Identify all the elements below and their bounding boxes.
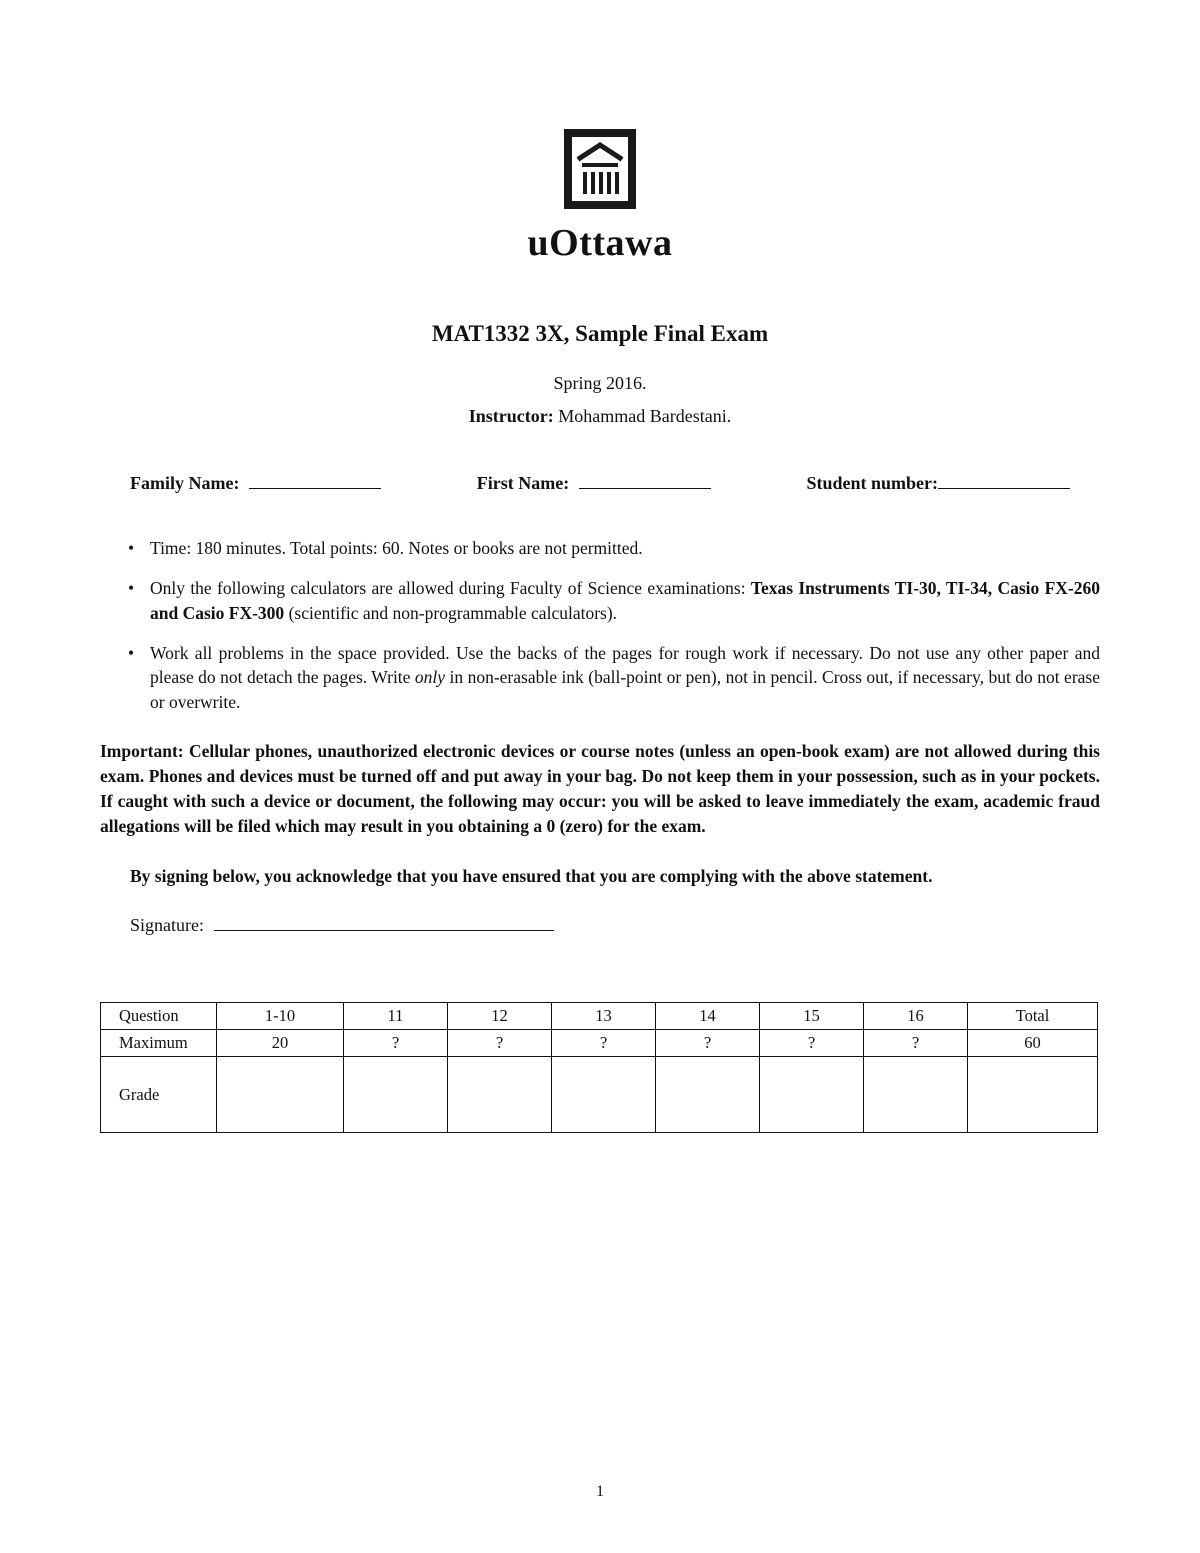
table-cell: Grade [101,1057,217,1133]
table-row-question [101,1003,1098,1030]
page-number: 1 [596,1483,604,1500]
exam-term: Spring 2016. [553,373,647,393]
grade-table [100,1002,1098,1133]
instruction-calculators-post: (scientific and non-programmable calculators). [284,602,618,623]
table-cell: 11 [344,1003,448,1030]
table-cell: ? [760,1030,864,1057]
table-cell [760,1057,864,1133]
table-cell: ? [656,1030,760,1057]
student-number-field [806,473,1070,494]
instruction-calculators-models: Texas Instruments TI-30, TI-34, Casio FX-260 and Casio FX-300 [150,577,1100,623]
important-notice [100,739,1100,838]
name-fields-row [100,473,1100,494]
important-label: Important: [100,741,184,762]
exam-instructions-list [100,536,1100,715]
student-number-blank [938,473,1070,489]
table-cell [968,1057,1098,1133]
table-cell [552,1057,656,1133]
instructor-name: Mohammad Bardestani. [553,406,732,426]
instruction-calculators-pre: Only the following calculators are allowed during Faculty of Science examinations: [150,577,751,598]
table-cell [864,1057,968,1133]
table-cell: 13 [552,1003,656,1030]
table-cell: Maximum [101,1030,217,1057]
instruction-time-text: Time: 180 minutes. Total points: 60. Notes or books are not permitted. [150,538,643,558]
instruction-work-post: in non-erasable ink (ball-point or pen), not in pencil. Cross out, if necessary, but do not erase or overwrite. [150,667,1100,713]
table-cell: ? [864,1030,968,1057]
table-cell: 1-10 [217,1003,344,1030]
table-cell [217,1057,344,1133]
acknowledgement-statement: By signing below, you acknowledge that you have ensured that you are complying with the above statement. [130,866,933,887]
table-cell [448,1057,552,1133]
instructor-label: Instructor: [468,406,554,426]
signature-blank [214,915,554,931]
instruction-calculators [100,576,1100,626]
table-cell: 14 [656,1003,760,1030]
table-cell [344,1057,448,1133]
table-cell: 15 [760,1003,864,1030]
uottawa-building-icon [563,128,637,210]
table-cell: Total [968,1003,1098,1030]
signature-row [100,915,1100,936]
instruction-work-pre: Work all problems in the space provided. Use the backs of the pages for rough work if necessary. Do not use any other paper and please do not detach the pages. Write [150,642,1100,688]
student-number-label: Student number: [806,473,938,493]
table-cell: Question [101,1003,217,1030]
uottawa-logo [100,128,1100,265]
table-cell: 60 [968,1030,1098,1057]
table-cell: 20 [217,1030,344,1057]
family-name-blank [249,473,381,489]
first-name-label: First Name: [476,473,570,493]
family-name-label: Family Name: [130,473,240,493]
table-cell: 12 [448,1003,552,1030]
table-cell: ? [344,1030,448,1057]
signature-label: Signature: [130,915,204,936]
instruction-time [100,536,1100,561]
first-name-field [477,473,711,494]
instruction-work [100,641,1100,716]
exam-title: MAT1332 3X, Sample Final Exam [431,321,769,346]
table-cell [656,1057,760,1133]
family-name-field [130,473,381,494]
table-cell: ? [552,1030,656,1057]
instruction-work-emphasis: only [414,667,446,688]
uottawa-wordmark: uOttawa [527,222,673,264]
important-text: Cellular phones, unauthorized electronic devices or course notes (unless an open-book exam) are not allowed during this exam. Phones and devices must be turned off and put away in your bag. Do not keep them in your possession, such as in your pockets. If caught with such a device or document, the following may occur: you will be asked to leave immediately the exam, academic fraud allegations will be filed which may result in you obtaining a 0 (zero) for the exam. [100,741,1100,836]
instructor-line [100,406,1100,427]
table-cell: ? [448,1030,552,1057]
table-row-maximum [101,1030,1098,1057]
first-name-blank [579,473,711,489]
table-cell: 16 [864,1003,968,1030]
table-row-grade [101,1057,1098,1133]
